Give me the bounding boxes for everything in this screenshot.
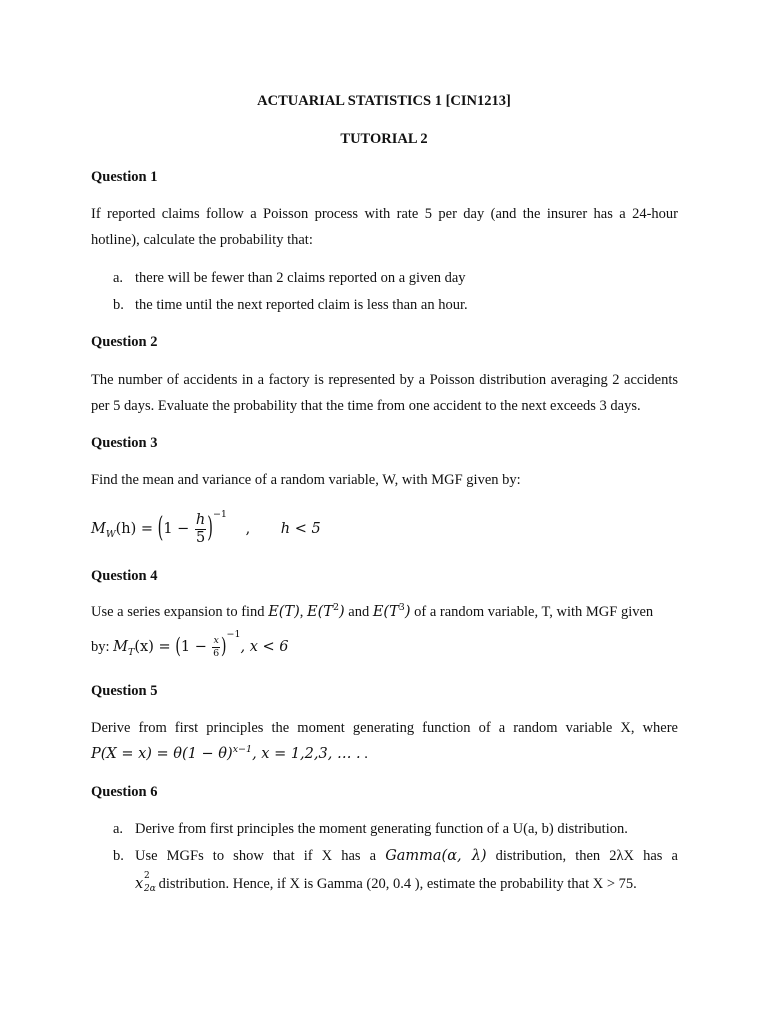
- fraction-h-over-5: $\frac{h}{5}$: [195, 512, 206, 546]
- question-1-line-1: If reported claims follow a Poisson process with rate 5 per day (and the insurer has a 24-hour: [91, 206, 678, 222]
- question-2-line-2: per 5 days. Evaluate the probability that the time from one accident to the next exceeds 3 days.: [91, 398, 641, 414]
- question-5-line-2: $P(X = x) = \theta(1 - \theta)^{x-1}$, x = 1,2,3, … . .: [91, 744, 368, 762]
- question-5-heading: Question 5: [91, 683, 158, 699]
- question-1-item-b: [113, 297, 468, 314]
- list-marker: a.: [113, 821, 124, 837]
- list-marker: b.: [113, 297, 124, 313]
- question-1-heading: Question 1: [91, 169, 158, 185]
- question-1-item-a: [113, 270, 466, 287]
- question-4-mgf-formula: $M_T(x) = (1$ − $\frac{x}{6}$ )$^{-1}$, x < 6: [113, 629, 289, 659]
- question-3-condition: h < 5: [280, 521, 321, 537]
- list-item-text: there will be fewer than 2 claims reported on a given day: [135, 270, 466, 286]
- question-5-pmf: $P(X = x) = \theta(1 - \theta)^{x-1}$, x = 1,2,3, … .: [91, 744, 361, 762]
- question-4-heading: Question 4: [91, 568, 158, 584]
- list-marker: a.: [113, 270, 124, 286]
- question-6-item-a: [113, 821, 628, 838]
- question-5-line-1: Derive from first principles the moment generating function of a random variable X, where: [91, 720, 678, 736]
- tutorial-title: TUTORIAL 2: [340, 131, 428, 147]
- question-6-heading: Question 6: [91, 784, 158, 800]
- question-1-line-2: hotline), calculate the probability that:: [91, 232, 313, 248]
- list-item-text: Derive from first principles the moment generating function of a U(a, b) distribution.: [135, 821, 628, 837]
- list-marker: b.: [113, 848, 124, 864]
- question-4-line-2: by: $M_T(x) = (1$ − $\frac{x}{6}$ )$^{-1}$, x < 6: [91, 629, 289, 659]
- question-2-line-1: The number of accidents in a factory is represented by a Poisson distribution averaging 2 accidents: [91, 372, 678, 388]
- fraction-x-over-6: $\frac{x}{6}$: [213, 635, 220, 659]
- question-6-item-b-line-2: x 2 2α distribution. Hence, if X is Gamma (20, 0.4 ), estimate the probability that X > 75.: [135, 871, 637, 894]
- question-3-heading: Question 3: [91, 435, 158, 451]
- question-2-heading: Question 2: [91, 334, 158, 350]
- question-4-line-1: Use a series expansion to find E(T), $E(T^2)$ and $E(T^3)$ of a random variable, T, with MGF given: [91, 602, 654, 620]
- question-6-item-b: [113, 848, 678, 865]
- question-3-line-1: Find the mean and variance of a random variable, W, with MGF given by:: [91, 472, 521, 488]
- list-item-text: the time until the next reported claim is less than an hour.: [135, 297, 468, 313]
- list-item-text: Use MGFs to show that if X has a Gamma(α, λ) distribution, then 2λX has a: [135, 848, 678, 864]
- question-3-mgf-formula: $M_W(h) = (1$ − $\frac{h}{5}$ )$^{-1}$ , h < 5: [91, 509, 321, 546]
- course-title: ACTUARIAL STATISTICS 1 [CIN1213]: [257, 93, 511, 109]
- chi-square-symbol: x 2 2α: [135, 871, 156, 894]
